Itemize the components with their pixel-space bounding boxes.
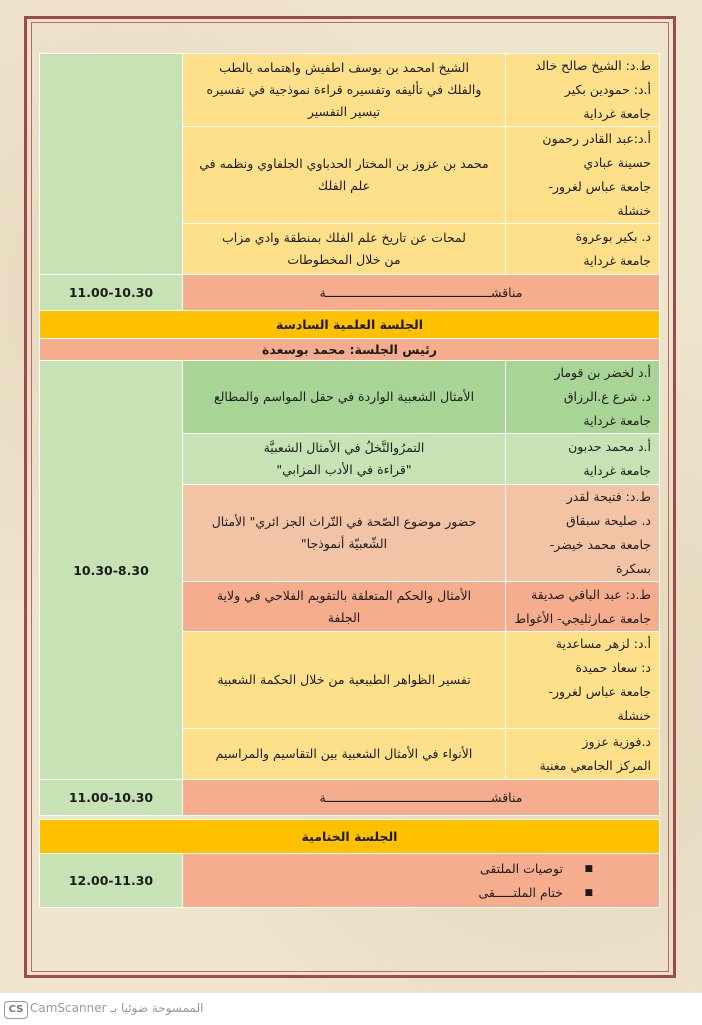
presenter-name: د. شرع ع.الرزاق [563, 389, 651, 404]
topic-line: "قراءة في الأدب المزابي" [276, 462, 412, 477]
topic-cell [183, 54, 506, 127]
topic-line: الأمثال والحكم المتعلقة بالتقويم الفلاحي في ولاية [216, 587, 472, 603]
session-chair-row [40, 339, 660, 361]
presenters-cell [506, 127, 660, 224]
topic-line: علم الفلك [317, 178, 371, 193]
topic-line: والفلك في تأليفه وتفسيره قراءة نموذجية في تفسيره [206, 82, 482, 97]
topic-line: محمد بن عزوز بن المختار الحدباوي الجلفاوي ونظمه في [199, 156, 489, 171]
topic-cell [183, 632, 506, 729]
closing-time: 12.00-11.30 [40, 854, 183, 908]
presenter-name: أ.د: لزهر مساعدية [555, 636, 651, 651]
topic-line: الأنواء في الأمثال الشعبية بين التقاسيم والمراسيم [215, 746, 473, 761]
topic-line: الأمثال الشعبية الواردة في حقل المواسم والمطالع [213, 389, 475, 404]
topic-cell [183, 361, 506, 434]
presenters-cell [506, 485, 660, 582]
presenters-cell [506, 632, 660, 729]
discussion-row [40, 780, 660, 816]
list-item: ■ توصيات الملتقى [191, 857, 633, 881]
discussion-label: مناقشـــــــــــــــــــــــــــــــــــــــــــــة [183, 780, 660, 816]
camscanner-logo-icon: CS [4, 1001, 28, 1019]
presenter-affiliation: جامعة عمارثليجي- الأغواط [514, 610, 651, 626]
topic-line: لمحات عن تاريخ علم الفلك بمنطقة وادي مزاب [222, 230, 466, 245]
presenters-cell [506, 224, 660, 275]
topic-line: التمرُوالنَّخلُ في الأمثال الشعبيَّة [263, 440, 425, 455]
presenter-affiliation: المركز الجامعي مغنية [539, 758, 651, 773]
presenter-affiliation: جامعة غرداية [583, 413, 651, 428]
topic-cell [183, 224, 506, 275]
topic-line: الجلفة [327, 609, 361, 625]
presenter-name: حسينة عبادي [583, 155, 651, 170]
presenter-affiliation: جامعة غرداية [583, 106, 651, 121]
closing-items [191, 857, 651, 905]
topic-line: تفسير الظواهر الطبيعية من خلال الحكمة الشعبية [217, 672, 471, 687]
closing-title: الجلسة الختامية [40, 820, 660, 854]
closing-row [40, 854, 660, 908]
session-title-row [40, 820, 660, 854]
presenter-name: د. صليحة سبقاق [566, 513, 651, 528]
topic-cell [183, 434, 506, 485]
discussion-time: 11.00-10.30 [40, 275, 183, 311]
presenter-name: أ.د:عبد القادر رحمون [542, 131, 651, 146]
presenter-name: ط.د: عبد الباقي صديقة [531, 586, 651, 602]
session-time: 10.30-8.30 [40, 361, 183, 780]
presenter-name: ط.د: فتيحة لقدر [566, 489, 651, 504]
presenter-affiliation: جامعة عباس لغرور- خنشلة [548, 179, 651, 218]
presenter-name: أ.د محمد حدبون [568, 439, 651, 454]
topic-line: الشيخ امحمد بن يوسف اطفيش واهتمامه بالطب [219, 60, 469, 75]
topic-line: حضور موضوع الصّحة في التّراث الجز ائري" الأمثال [211, 514, 477, 529]
closing-items-cell [183, 854, 660, 908]
topic-cell [183, 127, 506, 224]
presenter-name: ط.د: الشيخ صالح خالد [535, 58, 651, 73]
presenters-cell [506, 729, 660, 780]
presenters-cell [506, 434, 660, 485]
presenter-name: د.فوزية عزوز [582, 734, 651, 749]
table-row [40, 361, 660, 434]
time-cell [40, 54, 183, 275]
discussion-time: 11.00-10.30 [40, 780, 183, 816]
presenter-affiliation: جامعة محمد خيضر- بسكرة [549, 537, 651, 576]
presenter-name: أ.د لخضر بن قومار [554, 365, 651, 380]
list-item: ■ ختام الملتـــــقى [191, 881, 633, 905]
program-table [39, 53, 660, 908]
session-title-row [40, 311, 660, 339]
presenter-name: د. بكير بوعروة [575, 229, 651, 244]
scanner-watermark: الممسوحة ضوئيا بـ CamScanner [30, 1001, 204, 1015]
presenter-affiliation: جامعة غرداية [583, 463, 651, 478]
presenter-name: أ.د: حمودين بكير [564, 82, 651, 97]
presenters-cell [506, 54, 660, 127]
session-chair: رئيس الجلسة: محمد بوسعدة [40, 339, 660, 361]
session-title: الجلسة العلمية السادسة [40, 311, 660, 339]
presenters-cell [506, 361, 660, 434]
discussion-row [40, 275, 660, 311]
topic-line: الشّعبيّة أنموذجا" [300, 536, 388, 551]
scanner-footer [0, 992, 702, 1025]
topic-line: تيسير التفسير [307, 104, 381, 119]
topic-cell [183, 485, 506, 582]
topic-cell [183, 582, 506, 632]
presenter-name: د: سعاد حميدة [575, 660, 651, 675]
presenters-cell [506, 582, 660, 632]
topic-line: من خلال المخطوطات [287, 252, 401, 267]
topic-cell [183, 729, 506, 780]
presenter-affiliation: جامعة غرداية [583, 253, 651, 268]
table-row [40, 54, 660, 127]
presenter-affiliation: جامعة عباس لغرور- خنشلة [548, 684, 651, 723]
discussion-label: مناقشـــــــــــــــــــــــــــــــــــــــــــــة [183, 275, 660, 311]
